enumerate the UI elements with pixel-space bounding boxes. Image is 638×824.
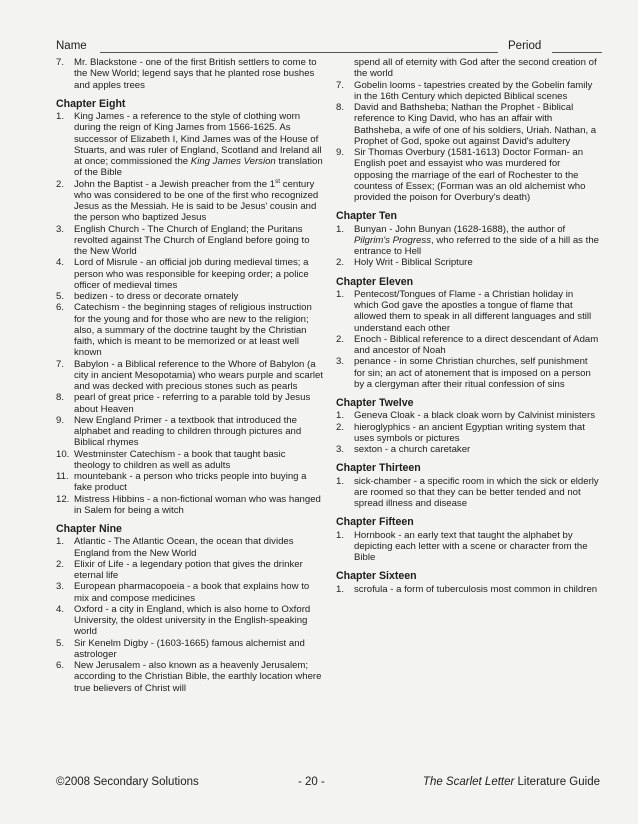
- item-text: Pentecost/Tongues of Flame - a Christian holiday in which God gave the apostles a tongue of flame that allowed them to speak in all different languages and still understand each other: [354, 288, 592, 334]
- list-item: [336, 289, 600, 334]
- book-title: The Scarlet Letter: [422, 776, 515, 788]
- item-number: 8.: [56, 392, 65, 404]
- item-text: Catechism - the beginning stages of religious instruction for the young and for those who are new to the religion; also, a summary of the doctrine taught by the Christian faith, which is meant to be memorized or at least well known: [74, 302, 312, 359]
- item-text-cont: translation of the Bible: [74, 156, 323, 179]
- item-text: Sir Kenelm Digby - (1603-1665) famous alchemist and astrologer: [74, 637, 305, 660]
- right-column: [336, 57, 600, 595]
- right-chapters: [336, 211, 600, 595]
- item-number: 3.: [336, 356, 345, 368]
- name-blank-line: [100, 52, 498, 53]
- continued-text: spend all of eternity with God after the second creation of the world: [354, 57, 597, 80]
- page-header: [56, 40, 600, 56]
- list-item: [56, 559, 324, 582]
- chapter-heading: Chapter Sixteen: [336, 570, 417, 583]
- item-text: Sir Thomas Overbury (1581-1613) Doctor Forman- an English poet and essayist who was murdered for opposing the marriage of the earl of Rochester to the countess of Essex; (Forman was an old alchemist who provided the poison for Overbury's death): [354, 147, 586, 203]
- item-number: 2.: [336, 421, 345, 433]
- chapter-item-list: [336, 289, 600, 390]
- list-item: [56, 660, 324, 694]
- chapter-item-list: [336, 224, 600, 269]
- chapter-heading: Chapter Ten: [336, 210, 398, 223]
- item-text: scrofula - a form of tuberculosis most common in children: [354, 583, 598, 595]
- item-number: 1.: [56, 536, 65, 548]
- list-item: [56, 415, 324, 449]
- list-item: [336, 584, 600, 595]
- list-item: [336, 257, 600, 268]
- list-item: [56, 536, 324, 559]
- list-item: [56, 302, 324, 358]
- item-number: 8.: [336, 102, 345, 113]
- list-item: [56, 638, 324, 661]
- item-text: English Church - The Church of England; the Puritans revolted against The Church of England before going to the New World: [74, 223, 310, 257]
- item-text-cont: , who referred to the side of a hill as the entrance to Hell: [354, 234, 599, 257]
- chapter-heading: Chapter Fifteen: [336, 516, 414, 529]
- list-item: [56, 581, 324, 604]
- item-number: 3.: [56, 581, 65, 593]
- item-number: 3.: [56, 223, 65, 235]
- item-text: Bunyan - John Bunyan (1628-1688), the author of: [354, 223, 566, 235]
- item-text: sick-chamber - a specific room in which the sick or elderly are roomed so that they can be better tended and not spread illness and disease: [354, 475, 599, 509]
- item-text: New Jerusalem - also known as a heavenly Jerusalem; according to the Christian Bible, the earthly location where true believers of Christ will: [74, 660, 322, 694]
- item-number: 9.: [336, 147, 345, 158]
- guide-suffix: Literature Guide: [514, 776, 600, 788]
- item-text: Enoch - Biblical reference to a direct descendant of Adam and ancestor of Noah: [354, 333, 599, 356]
- item-text: Geneva Cloak - a black cloak worn by Calvinist ministers: [354, 410, 596, 422]
- item-number: 4.: [56, 257, 65, 269]
- item-text: Mr. Blackstone - one of the first British settlers to come to the New World; legend says that he planted rose bushes and apples trees: [74, 57, 317, 91]
- item-text: Lord of Misrule - an official job during medieval times; a person who was responsible for keeping order; a police officer of medieval times: [74, 257, 309, 291]
- item-number: 7.: [336, 79, 345, 91]
- left-chapters: [56, 99, 324, 694]
- period-blank-line: [552, 52, 602, 53]
- item-number: 7.: [56, 358, 65, 370]
- item-number: 2.: [56, 178, 65, 190]
- item-number: 1.: [336, 529, 345, 541]
- guide-title: [423, 776, 600, 788]
- item-number: 3.: [336, 444, 345, 455]
- item-text: mountebank - a person who tricks people into buying a fake product: [74, 471, 307, 494]
- item-number: 1.: [336, 288, 345, 300]
- item-text: Westminster Catechism - a book that taught basic theology to children as well as adults: [74, 448, 286, 471]
- list-item: [56, 291, 324, 302]
- list-item: [56, 471, 324, 494]
- list-item: [336, 224, 600, 258]
- chapter-heading: Chapter Twelve: [336, 397, 414, 409]
- item-number: 1.: [336, 410, 345, 422]
- item-text: hieroglyphics - an ancient Egyptian writing system that uses symbols or pictures: [354, 421, 585, 444]
- name-label: Name: [56, 40, 87, 52]
- item-text: Mistress Hibbins - a non-fictional woman who was hanged in Salem for being a witch: [74, 493, 321, 516]
- chapter-heading: Chapter Eleven: [336, 275, 414, 288]
- item-number: 9.: [56, 414, 65, 426]
- item-number: 4.: [56, 603, 65, 615]
- item-text: New England Primer - a textbook that introduced the alphabet and reading to children through pictures and Biblical rhymes: [74, 414, 302, 449]
- list-item: [56, 224, 324, 258]
- chapter-heading: Chapter Eight: [56, 97, 126, 110]
- list-item: [56, 257, 324, 291]
- list-item: [336, 356, 600, 390]
- list-item: [56, 179, 324, 224]
- item-text: Gobelin looms - tapestries created by the Gobelin family in the 16th Century which depicted Biblical scenes: [354, 79, 593, 102]
- list-item: [336, 410, 600, 421]
- chapter-item-list: [56, 536, 324, 694]
- item-number: 2.: [336, 257, 345, 269]
- item-text: sexton - a church caretaker: [354, 444, 471, 455]
- copyright-text: ©2008 Secondary Solutions: [56, 776, 199, 788]
- item-text: John the Baptist - a Jewish preacher from the 1: [74, 178, 276, 190]
- item-text: Elixir of Life - a legendary potion that gives the drinker eternal life: [74, 558, 303, 581]
- list-item: [336, 102, 600, 147]
- item-number: 1.: [336, 583, 345, 595]
- item-text: Oxford - a city in England, which is also home to Oxford University, the oldest university in the English-speaking world: [74, 603, 311, 638]
- item-number: 6.: [56, 302, 65, 314]
- list-item: [56, 604, 324, 638]
- item-text: Babylon - a Biblical reference to the Whore of Babylon (a city in ancient Mesopotamia) who wears purple and scarlet and was decked with precious stones such as pearls: [74, 358, 324, 392]
- item-text: Atlantic - The Atlantic Ocean, the ocean that divides England from the New World: [74, 536, 294, 559]
- chapter-item-list: [336, 584, 600, 595]
- list-item: [56, 57, 324, 91]
- chapter-item-list: [336, 410, 600, 455]
- period-label: Period: [508, 40, 542, 52]
- list-item: [336, 530, 600, 564]
- item-text: King James - a reference to the style of clothing worn during the reign of King James from 1566-1625. As successor of Elizabeth I, Kind James was of the House of Stuarts, and was ruler of England, Scotland and Ireland all at once; commissioned the: [74, 111, 322, 167]
- list-item: [336, 80, 600, 103]
- item-superscript: st: [275, 177, 281, 185]
- item-text: pearl of great price - referring to a parable told by Jesus about Heaven: [74, 392, 311, 415]
- chapter-heading: Chapter Thirteen: [336, 462, 421, 475]
- item-text: bedizen - to dress or decorate ornately: [74, 291, 239, 302]
- item-text: European pharmacopoeia - a book that explains how to mix and compose medicines: [74, 581, 310, 604]
- item-text: Hornbook - an early text that taught the alphabet by depicting each letter with a scene or character from the Bible: [354, 529, 588, 563]
- item-number: 7.: [56, 57, 65, 68]
- list-item: [56, 494, 324, 517]
- item-number: 1.: [56, 111, 65, 122]
- list-item: [336, 334, 600, 357]
- item-number: 2.: [56, 558, 65, 570]
- list-item: [336, 476, 600, 510]
- chapter-heading: Chapter Nine: [56, 523, 122, 535]
- item-number: 1.: [336, 223, 345, 235]
- list-item: [336, 422, 600, 445]
- item-number: 6.: [56, 660, 65, 671]
- list-item: [56, 392, 324, 415]
- item-italic-title: King James Version: [190, 156, 276, 167]
- item-text: penance - in some Christian churches, self punishment for sin; an act of atonement that is imposed on a person by a clergyman after their ritual confession of sins: [354, 356, 591, 390]
- list-item: [56, 449, 324, 472]
- item-number: 11.: [56, 471, 69, 482]
- left-intro-list: [56, 57, 324, 91]
- list-item: [56, 359, 324, 393]
- item-italic-title: Pilgrim's Progress: [354, 234, 431, 246]
- page-number: - 20 -: [298, 776, 325, 788]
- item-number: 5.: [56, 637, 65, 649]
- item-number: 12.: [56, 493, 70, 505]
- chapter-item-list: [336, 476, 600, 510]
- item-number: 10.: [56, 448, 70, 460]
- chapter-item-list: [336, 530, 600, 564]
- list-item: [56, 111, 324, 179]
- item-number: 1.: [336, 475, 345, 487]
- chapter-item-list: [56, 111, 324, 516]
- item-text-cont: century who was considered to be one of the first who recognized Jesus as the Messiah. He is said to be Jesus' cousin and the person who baptized Jesus: [74, 178, 319, 224]
- list-item: [336, 147, 600, 203]
- item-number: 5.: [56, 291, 65, 302]
- list-item: [336, 444, 600, 455]
- left-column: [56, 57, 324, 694]
- item-text: David and Bathsheba; Nathan the Prophet - Biblical reference to King David, who has an affair with Bathsheba, a wife of one of his soldiers, Uriah. Nathan, a Prophet of God, spoke out against David's adultery: [354, 102, 597, 147]
- right-intro-list: [336, 80, 600, 204]
- item-number: 2.: [336, 333, 345, 345]
- item-text: Holy Writ - Biblical Scripture: [354, 257, 473, 269]
